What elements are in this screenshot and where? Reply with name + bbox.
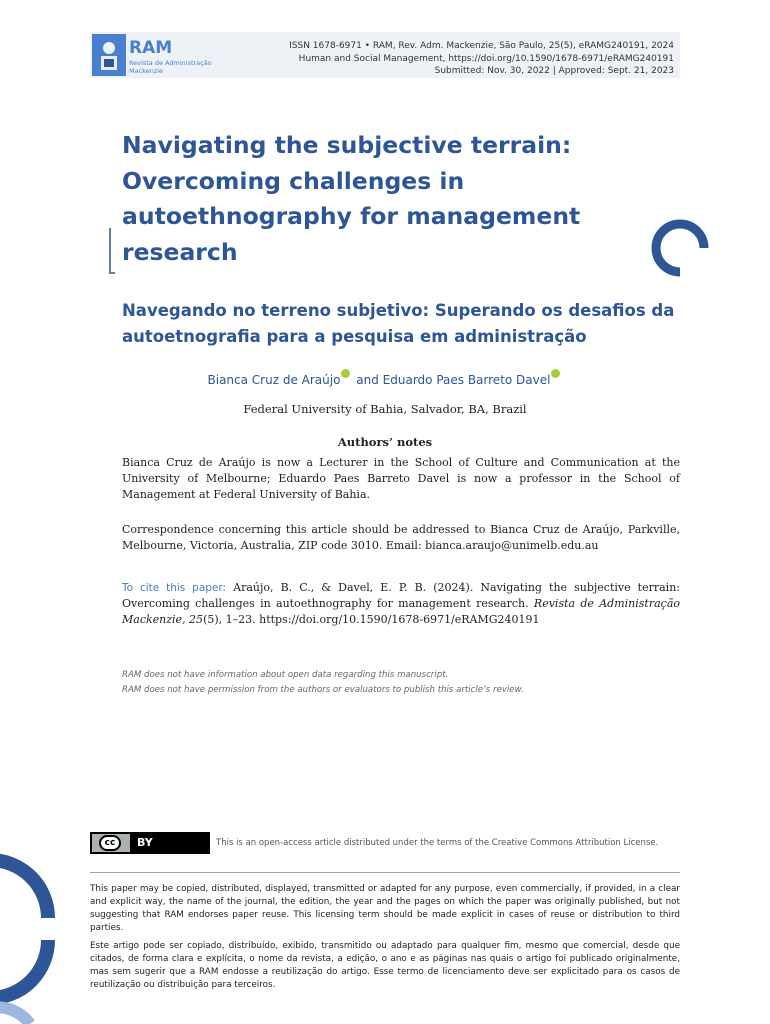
citation-text-after[interactable]: (5), 1–23. https://doi.org/10.1590/1678-6971/eRAMG240191: [203, 613, 540, 626]
citation-label: To cite this paper:: [122, 582, 227, 594]
logo-subtitle-1: Revista de Administração: [129, 59, 212, 67]
orcid-icon[interactable]: [341, 369, 350, 378]
article-title-portuguese: Navegando no terreno subjetivo: Superando os desafios da autoetnografia para a pesquisa em administração: [122, 301, 675, 346]
correspondence-text: Correspondence concerning this article should be addressed to Bianca Cruz de Araújo, Parkville, Melbourne, Victoria, Australia, ZIP code 3010. Email: bianca.araujo@unimelb.edu.au: [122, 523, 680, 552]
journal-info-line-2[interactable]: Human and Social Management, https://doi.org/10.1590/1678-6971/eRAMG240191: [298, 53, 674, 64]
reuse-terms-english: This paper may be copied, distributed, displayed, transmitted or adapted for any purpose, even commercially, if provided, in a clear and explicit way, the name of the journal, the edition, the year and the pages on which the paper was originally published, but not suggesting that RAM endorses paper reuse. This licensing term should be made explicit in cases of reuse or distribution to third parties.: [90, 884, 680, 933]
open-data-line-2: RAM does not have permission from the authors or evaluators to publish this article’s review.: [122, 685, 524, 695]
open-data-line-1: RAM does not have information about open data regarding this manuscript.: [122, 670, 449, 680]
affiliation: Federal University of Bahia, Salvador, BA, Brazil: [243, 402, 527, 416]
logo-title: RAM: [129, 38, 173, 58]
license-text: This is an open-access article distributed under the terms of the Creative Commons Attribution License.: [216, 838, 659, 848]
citation-block: [122, 580, 680, 628]
decorative-bracket: [109, 228, 115, 274]
authors-notes-heading: Authors’ notes: [337, 435, 433, 449]
logo-subtitle-2: Mackenzie: [129, 67, 164, 75]
author-2-name[interactable]: Eduardo Paes Barreto Davel: [382, 373, 551, 387]
author-connector: and: [356, 373, 379, 387]
journal-info-line-3: Submitted: Nov. 30, 2022 | Approved: Sept. 21, 2023: [434, 66, 674, 76]
orcid-icon[interactable]: [551, 369, 560, 378]
by-label: BY: [137, 836, 153, 849]
license-divider: [90, 872, 680, 873]
decorative-ring-icon: [648, 212, 718, 282]
author-list: [0, 370, 770, 387]
decorative-arc-icon: [0, 848, 72, 1024]
citation-journal: Revista de Administração Mackenzie, 25: [122, 597, 680, 626]
author-1-name[interactable]: Bianca Cruz de Araújo: [207, 373, 341, 387]
journal-logo[interactable]: [92, 34, 212, 76]
journal-info: [234, 40, 674, 78]
cc-icon: cc: [99, 835, 121, 851]
journal-info-line-1: ISSN 1678-6971 • RAM, Rev. Adm. Mackenzie, São Paulo, 25(5), eRAMG240191, 2024: [289, 41, 674, 51]
authors-notes-text: Bianca Cruz de Araújo is now a Lecturer in the School of Culture and Communication at the University of Melbourne; Eduardo Paes Barreto Davel is now a professor in the School of Management at Federal University of Bahia.: [122, 456, 680, 501]
article-title-english: Navigating the subjective terrain: Overcoming challenges in autoethnography for management research: [122, 131, 581, 266]
reuse-terms-portuguese: Este artigo pode ser copiado, distribuído, exibido, transmitido ou adaptado para qualquer fim, mesmo que comercial, desde que citados, de forma clara e explícita, o nome da revista, a edição, o ano e as páginas nas quais o artigo foi publicado originalmente, mas sem sugerir que a RAM endosse a reutilização do artigo. Esse termo de licenciamento deve ser explicitado para os casos de reutilização ou distribuição para terceiros.: [90, 941, 680, 990]
citation-text-before: Araújo, B. C., & Davel, E. P. B. (2024). Navigating the subjective terrain: Overcoming challenges in autoethnography for management research.: [122, 581, 680, 610]
cc-by-license-badge[interactable]: [90, 832, 210, 854]
open-data-notes: [122, 668, 680, 698]
